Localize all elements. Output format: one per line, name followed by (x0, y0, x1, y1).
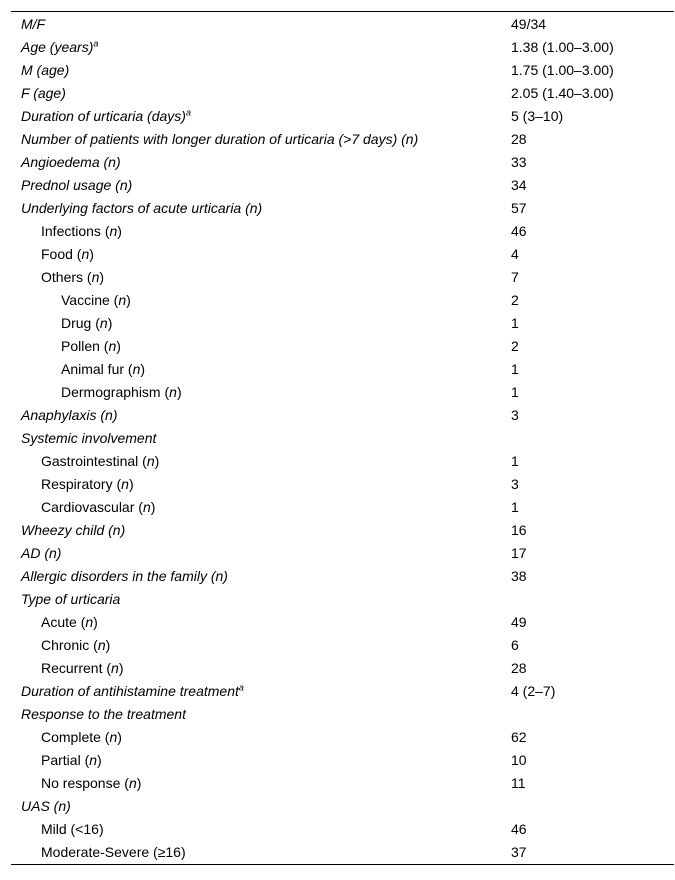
row-value: 46 (511, 223, 527, 239)
row-label-cell (11, 151, 511, 174)
row-value: 57 (511, 200, 527, 216)
row-label-cell: Animal fur (n) (61, 361, 146, 377)
row-label: Dermographism (61, 384, 161, 400)
row-value: 10 (511, 752, 527, 768)
row-label: Pollen (61, 338, 100, 354)
row-label-cell (11, 680, 511, 703)
footnote-marker: a (93, 38, 99, 49)
row-value: 5 (3–10) (511, 108, 564, 124)
row-label: Animal fur (61, 361, 125, 377)
table-row (11, 335, 674, 358)
table-row (11, 289, 674, 312)
row-value (511, 588, 674, 611)
row-label: Response to the treatment (21, 706, 186, 722)
n-symbol: n (132, 361, 141, 377)
row-label: Underlying factors of acute urticaria (n) (21, 200, 263, 216)
row-value: 1.75 (1.00–3.00) (511, 62, 614, 78)
table-row (11, 381, 674, 404)
table-row (11, 726, 674, 749)
row-label-cell (11, 105, 511, 128)
row-label: M/F (21, 16, 46, 32)
n-symbol: n (118, 292, 127, 308)
row-value: 17 (511, 545, 527, 561)
n-symbol: n (108, 338, 117, 354)
row-value: 38 (511, 568, 527, 584)
row-label-cell: Dermographism (n) (61, 384, 182, 400)
table-row (11, 312, 674, 335)
row-label: Systemic involvement (21, 430, 157, 446)
row-label: Duration of urticaria (days) (21, 108, 186, 124)
row-label: Gastrointestinal (41, 453, 139, 469)
characteristics-table-container (11, 11, 664, 865)
row-label: Moderate-Severe (≥16) (41, 844, 186, 860)
row-label: Mild (<16) (41, 821, 104, 837)
row-label-cell (11, 519, 511, 542)
row-value: 28 (511, 131, 527, 147)
row-label: Acute (41, 614, 77, 630)
row-label-cell: Cardiovascular (n) (41, 499, 156, 515)
row-value: 3 (511, 476, 519, 492)
row-label-cell (11, 565, 511, 588)
table-row (11, 634, 674, 657)
table-row (11, 795, 674, 818)
row-value (511, 795, 674, 818)
table-row (11, 519, 674, 542)
table-row (11, 151, 674, 174)
row-value: 1 (511, 453, 519, 469)
row-value: 2.05 (1.40–3.00) (511, 85, 614, 101)
row-label-cell (11, 588, 511, 611)
row-label-cell: Chronic (n) (41, 637, 111, 653)
row-label-cell (11, 59, 511, 82)
row-value: 28 (511, 660, 527, 676)
row-label: Infections (41, 223, 101, 239)
row-label-cell (11, 795, 511, 818)
row-value (511, 703, 674, 726)
row-label-cell (11, 818, 511, 841)
table-row (11, 841, 674, 865)
n-symbol: n (89, 752, 98, 768)
characteristics-table (11, 11, 674, 865)
row-label-cell (11, 404, 511, 427)
table-row (11, 818, 674, 841)
n-symbol: n (85, 614, 94, 630)
row-label: Duration of antihistamine treatment (21, 683, 239, 699)
table-row (11, 36, 674, 59)
table-row (11, 128, 674, 151)
row-value: 2 (511, 338, 519, 354)
row-value: 16 (511, 522, 527, 538)
row-label: No response (41, 775, 121, 791)
row-value: 62 (511, 729, 527, 745)
row-value: 1 (511, 384, 519, 400)
row-value: 7 (511, 269, 519, 285)
table-row (11, 266, 674, 289)
row-label-cell (11, 82, 511, 105)
table-row (11, 611, 674, 634)
row-label: Chronic (41, 637, 90, 653)
n-symbol: n (99, 315, 108, 331)
row-value: 33 (511, 154, 527, 170)
row-value: 49 (511, 614, 527, 630)
row-label: Food (41, 246, 73, 262)
row-label: Age (years) (21, 39, 94, 55)
row-label: Recurrent (41, 660, 103, 676)
table-body (11, 12, 674, 865)
row-label-cell: Recurrent (n) (41, 660, 124, 676)
row-label: Number of patients with longer duration of urticaria (>7 days) (n) (21, 131, 419, 147)
table-row (11, 427, 674, 450)
table-row (11, 496, 674, 519)
table-row (11, 565, 674, 588)
row-label-cell: Infections (n) (41, 223, 122, 239)
n-symbol: n (128, 775, 137, 791)
table-row (11, 197, 674, 220)
table-row (11, 243, 674, 266)
row-label-cell (11, 197, 511, 220)
row-value: 37 (511, 844, 527, 860)
row-label-cell (11, 36, 511, 59)
row-value: 3 (511, 407, 519, 423)
n-symbol: n (109, 223, 118, 239)
table-row (11, 105, 674, 128)
n-symbol: n (121, 476, 129, 492)
row-value: 6 (511, 637, 519, 653)
table-row (11, 174, 674, 197)
table-row (11, 749, 674, 772)
row-label: Type of urticaria (21, 591, 121, 607)
n-symbol: n (97, 637, 106, 653)
table-row (11, 82, 674, 105)
row-label: Complete (41, 729, 101, 745)
row-label-cell: Gastrointestinal (n) (41, 453, 160, 469)
row-value: 4 (511, 246, 519, 262)
row-value: 1 (511, 315, 519, 331)
footnote-marker: a (185, 107, 191, 118)
row-label-cell (11, 841, 511, 865)
row-label: M (age) (21, 62, 70, 78)
row-label: Allergic disorders in the family (n) (21, 568, 228, 584)
table-row (11, 450, 674, 473)
n-symbol: n (81, 246, 90, 262)
table-row (11, 59, 674, 82)
table-row (11, 772, 674, 795)
row-label: Angioedema (n) (21, 154, 121, 170)
row-label: Respiratory (41, 476, 113, 492)
row-label: Others (41, 269, 84, 285)
row-value: 11 (511, 775, 526, 791)
row-label: Partial (41, 752, 81, 768)
row-label: Anaphylaxis (n) (21, 407, 118, 423)
table-row (11, 588, 674, 611)
row-label-cell: Partial (n) (41, 752, 102, 768)
row-label-cell: No response (n) (41, 775, 142, 791)
row-label-cell: Acute (n) (41, 614, 98, 630)
row-label-cell: Drug (n) (61, 315, 113, 331)
table-row (11, 703, 674, 726)
row-value: 49/34 (511, 16, 547, 32)
table-row (11, 680, 674, 703)
row-label-cell (11, 128, 511, 151)
row-label: Vaccine (61, 292, 110, 308)
n-symbol: n (146, 453, 155, 469)
row-value: 1 (511, 361, 519, 377)
row-label-cell: Respiratory (n) (41, 476, 134, 492)
row-value: 46 (511, 821, 527, 837)
table-row (11, 220, 674, 243)
row-value: 1.38 (1.00–3.00) (511, 39, 614, 55)
n-symbol: n (142, 499, 151, 515)
n-symbol: n (109, 729, 118, 745)
row-label: AD (n) (21, 545, 62, 561)
row-label-cell: Food (n) (41, 246, 94, 262)
row-label-cell (11, 174, 511, 197)
row-value: 1 (511, 499, 519, 515)
row-label: F (age) (21, 85, 66, 101)
row-label: Prednol usage (n) (21, 177, 133, 193)
row-label: Cardiovascular (41, 499, 135, 515)
n-symbol: n (111, 660, 119, 676)
row-label: Drug (61, 315, 92, 331)
row-label: Wheezy child (n) (21, 522, 126, 538)
footnote-marker: a (238, 682, 244, 693)
row-label-cell: Vaccine (n) (61, 292, 131, 308)
row-value: 34 (511, 177, 527, 193)
row-label-cell: Others (n) (41, 269, 105, 285)
row-value (511, 427, 674, 450)
row-label: UAS (n) (21, 798, 71, 814)
table-row (11, 657, 674, 680)
row-value: 4 (2–7) (511, 683, 556, 699)
table-row (11, 358, 674, 381)
table-row (11, 473, 674, 496)
n-symbol: n (169, 384, 177, 400)
table-row (11, 542, 674, 565)
table-row (11, 12, 674, 37)
row-label-cell (11, 703, 511, 726)
n-symbol: n (91, 269, 100, 285)
row-value: 2 (511, 292, 519, 308)
row-label-cell (11, 542, 511, 565)
table-row (11, 404, 674, 427)
row-label-cell: Complete (n) (41, 729, 122, 745)
row-label-cell (11, 12, 511, 37)
row-label-cell (11, 427, 511, 450)
row-label-cell: Pollen (n) (61, 338, 121, 354)
